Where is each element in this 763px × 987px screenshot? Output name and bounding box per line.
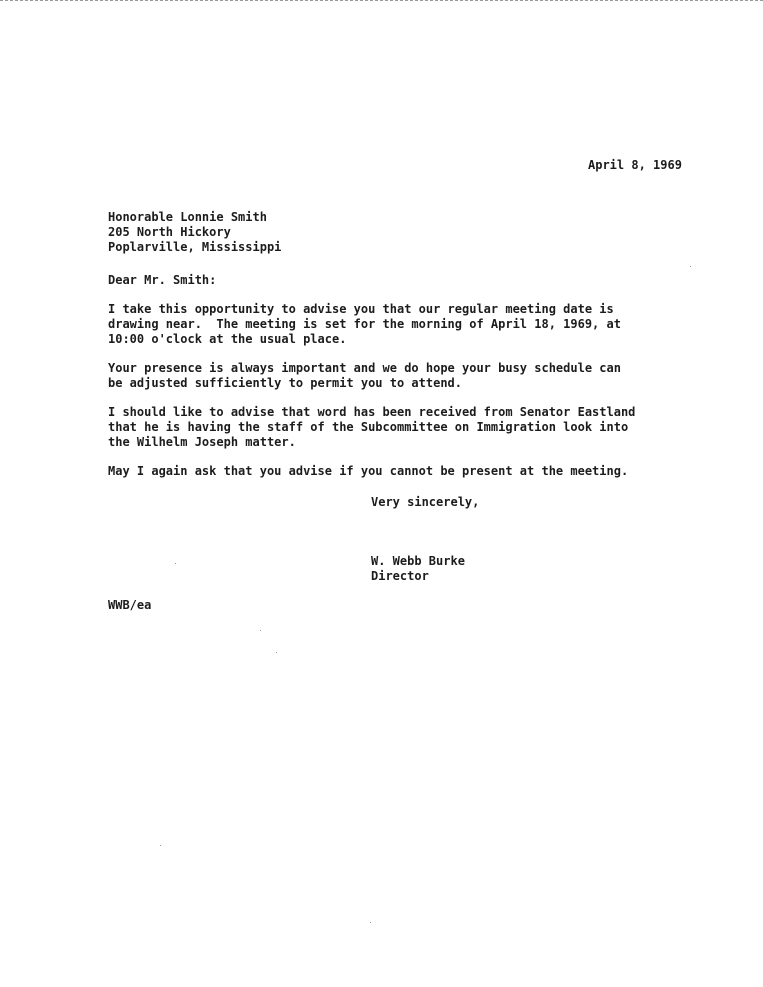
paper-speck bbox=[370, 922, 371, 923]
paragraph-3-line-1: I should like to advise that word has been received from Senator Eastland bbox=[108, 405, 636, 419]
paragraph-1-line-1: I take this opportunity to advise you that our regular meeting date is bbox=[108, 302, 614, 316]
paragraph-2-line-1: Your presence is always important and we do hope your busy schedule can bbox=[108, 361, 621, 375]
paper-speck bbox=[175, 563, 176, 564]
salutation: Dear Mr. Smith: bbox=[108, 273, 217, 287]
paragraph-2-line-2: be adjusted sufficiently to permit you to attend. bbox=[108, 376, 463, 390]
paper-speck bbox=[160, 845, 161, 846]
paragraph-1-line-2: drawing near. The meeting is set for the morning of April 18, 1969, at bbox=[108, 317, 621, 331]
paragraph-1-line-3: 10:00 o'clock at the usual place. bbox=[108, 332, 347, 346]
signer-title: Director bbox=[371, 569, 429, 583]
letter-date: April 8, 1969 bbox=[588, 158, 682, 172]
paragraph-3-line-2: that he is having the staff of the Subcommittee on Immigration look into bbox=[108, 420, 629, 434]
paragraph-4-line-1: May I again ask that you advise if you cannot be present at the meeting. bbox=[108, 464, 629, 478]
recipient-name: Honorable Lonnie Smith bbox=[108, 210, 267, 224]
signer-name: W. Webb Burke bbox=[371, 554, 465, 568]
reference-initials: WWB/ea bbox=[108, 598, 152, 612]
paper-speck bbox=[690, 266, 691, 267]
page-top-edge bbox=[0, 0, 763, 1]
paper-speck bbox=[276, 652, 277, 653]
paper-speck bbox=[260, 630, 261, 631]
closing: Very sincerely, bbox=[371, 495, 480, 509]
paragraph-3-line-3: the Wilhelm Joseph matter. bbox=[108, 435, 296, 449]
recipient-street: 205 North Hickory bbox=[108, 225, 231, 239]
recipient-city: Poplarville, Mississippi bbox=[108, 240, 282, 254]
